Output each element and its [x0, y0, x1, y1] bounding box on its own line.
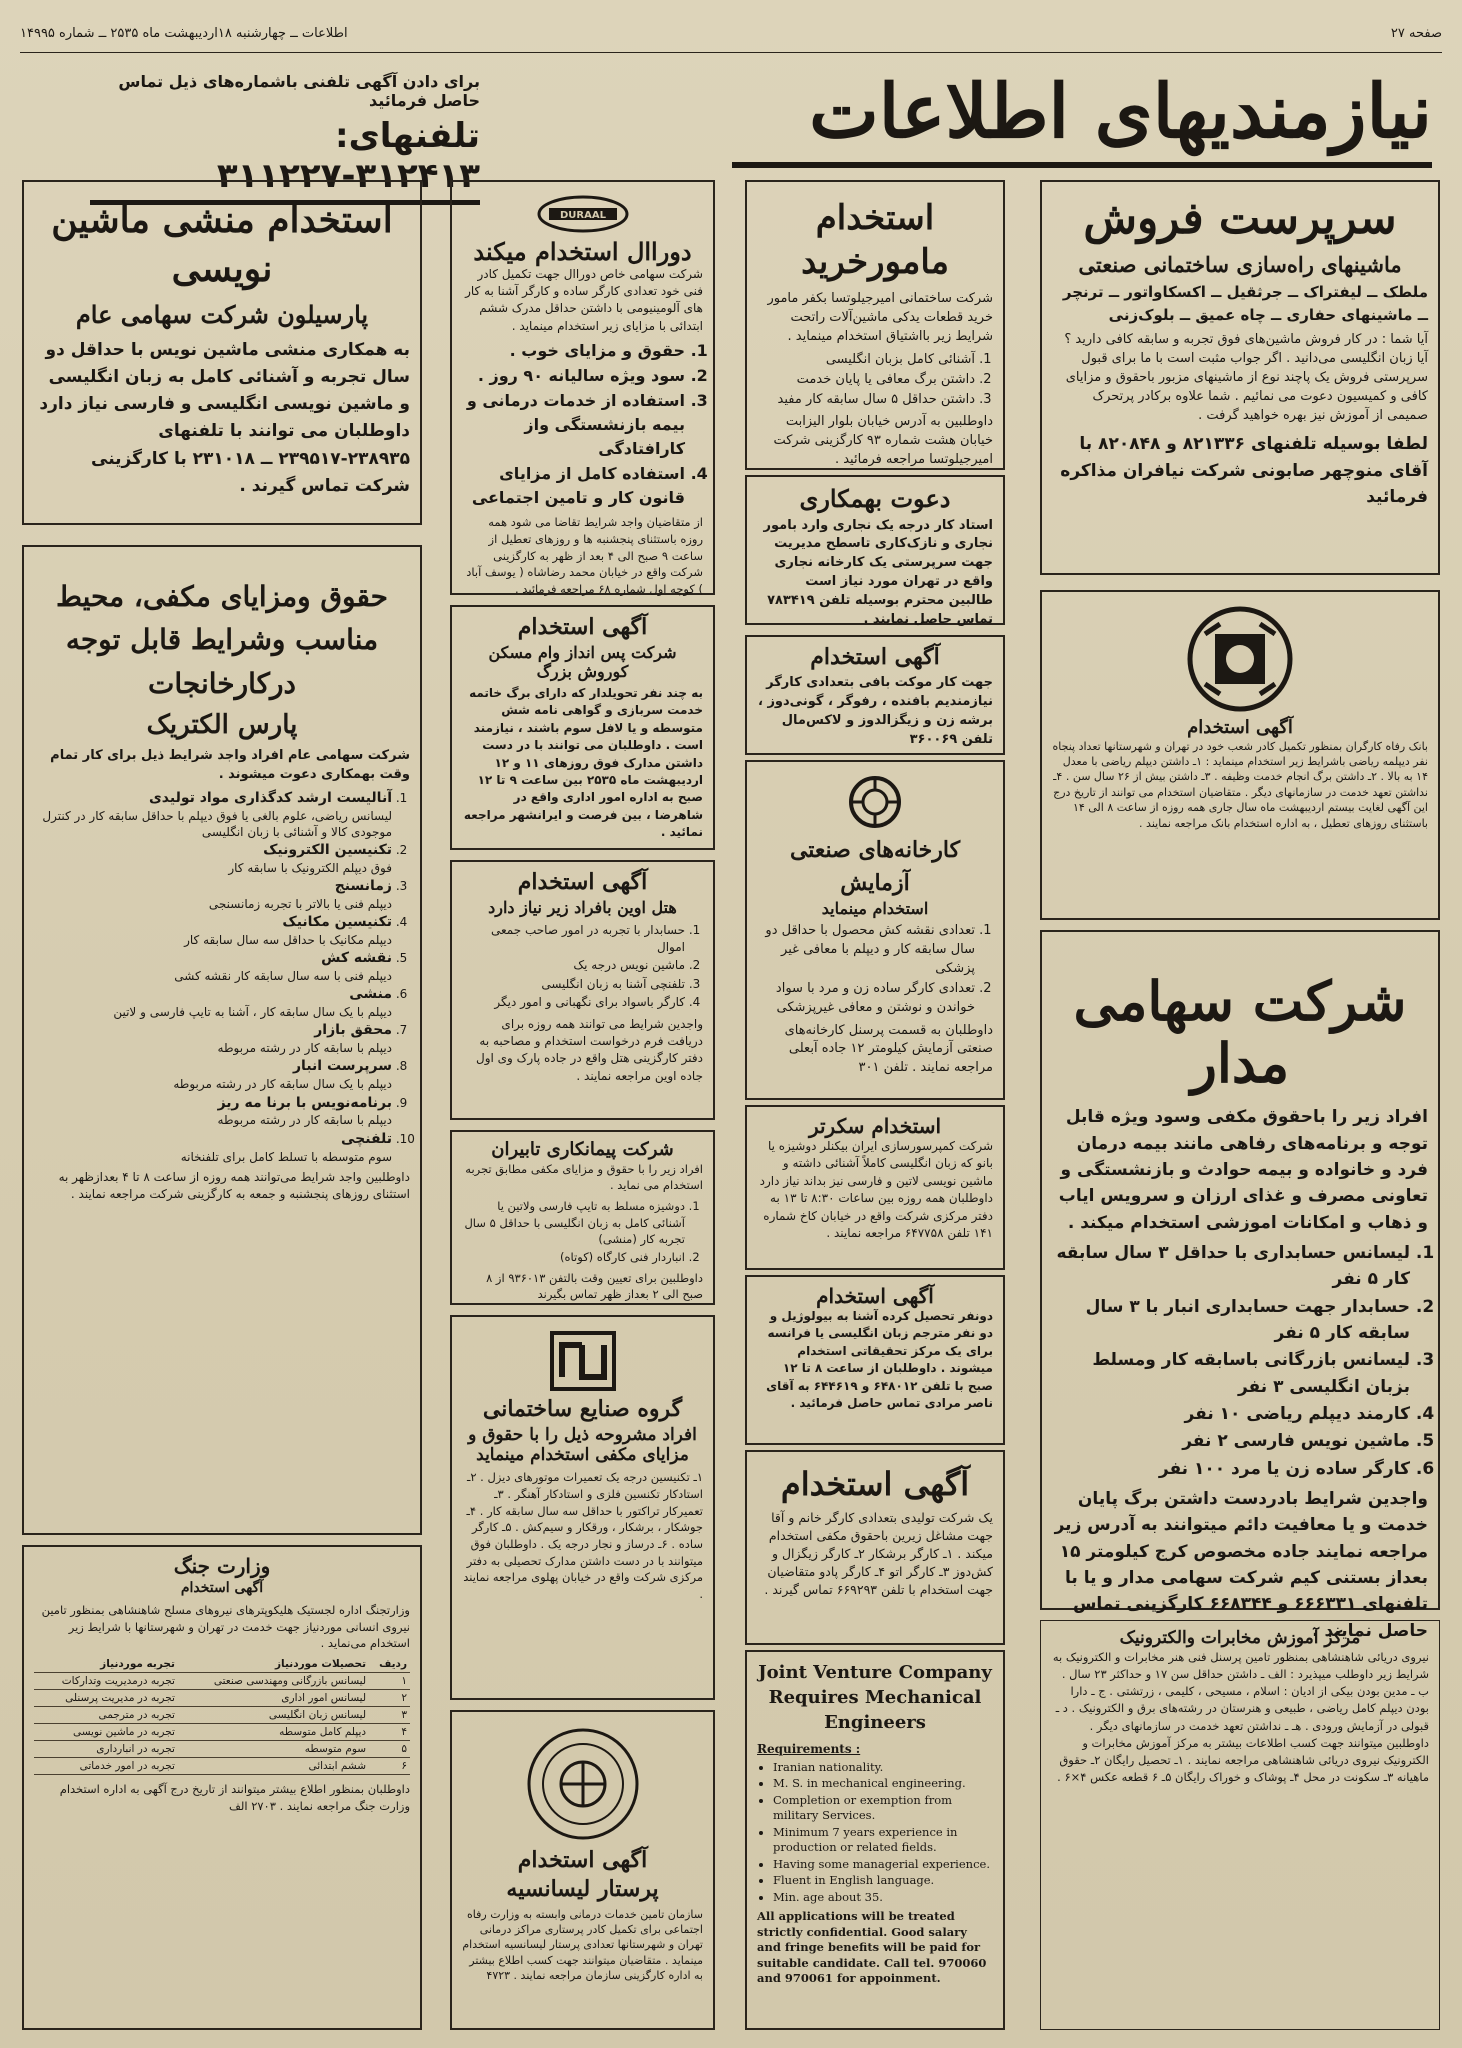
- ad-subtitle: ماشینهای راه‌سازی ساختمانی صنعتی: [1078, 251, 1402, 277]
- ad-duraal: [450, 180, 715, 595]
- ad-company: پارس الکتریک: [146, 710, 298, 741]
- list-item: 3. استفاده از خدمات درمانی و بیمه بازنشستگی واز کارافتادگی: [462, 389, 685, 461]
- ad-subtitle: پرستار لیسانسیه: [506, 1876, 659, 1903]
- list-item: 3. داشتن حداقل ۵ سال سابقه کار مفید: [757, 391, 975, 410]
- ad-contact: داوطلبین واجد شرایط می‌توانند همه روزه از ساعت ۸ تا ۴ بعدازظهر به استثنای روزهای پنجشنبه و جمعه به کارگزینی شرکت مراجعه نمایند .: [58, 1169, 410, 1202]
- list-item: [34, 789, 392, 840]
- ad-subtitle: استخدام مینماید: [821, 899, 929, 918]
- ad-contact: داوطلبان به قسمت پرسنل کارخانه‌های صنعتی آزمایش کیلومتر ۱۲ جاده آبعلی مراجعه نمایند . تلفن ۳۰۱: [784, 1022, 993, 1076]
- ad-list: [757, 922, 975, 1017]
- ad-list: [1052, 1240, 1410, 1482]
- table-row: [34, 1673, 410, 1690]
- ad-footer: All applications will be treated strictly confidential. Good salary and fringe benefits will be paid for suitable candidate. Call tel. 970060 and 970061 for appoinment.: [757, 1909, 987, 1986]
- table-row: [34, 1741, 410, 1758]
- ad-list: [34, 789, 392, 1165]
- requirements-list: [773, 1760, 993, 1906]
- list-item: 5. ماشین نویس فارسی ۲ نفر: [1052, 1428, 1410, 1454]
- ad-mechanical-engineers: [745, 1650, 1005, 2030]
- ad-title: Joint Venture Company Requires Mechanical Engineers: [758, 1662, 992, 1734]
- ad-title: حقوق ومزایای مکفی، محیط مناسب وشرایط قابل توجه درکارخانجات: [56, 580, 388, 700]
- table-cell: تجربه در امور خدماتی: [34, 1758, 178, 1775]
- list-item: [34, 1021, 392, 1056]
- ad-welfare-bank: [1040, 590, 1440, 920]
- item-desc: فوق دیپلم الکترونیک با سابقه کار: [228, 860, 392, 875]
- ad-title: آگهی استخدام: [517, 869, 648, 895]
- ad-war-ministry: [22, 1545, 422, 2030]
- ad-evin-hotel: [450, 860, 715, 1120]
- table-cell: تجربه در مدیریت پرسنلی: [34, 1690, 178, 1707]
- ad-translator: [745, 1275, 1005, 1445]
- ad-title: استخدام مامورخرید: [801, 198, 949, 283]
- ad-title: شرکت سهامی مدار: [1073, 969, 1407, 1096]
- ad-contact: داوطلبان بمنظور اطلاع بیشتر میتوانند از تاریخ درج آگهی به اداره استخدام وزارت جنگ مراجعه نمایند . ۲۷۰۳ الف: [59, 1782, 410, 1813]
- requirements-table: [34, 1656, 410, 1775]
- ad-intro: وزارتجنگ اداره لجستیک هلیکوپترهای نیروهای مسلح شاهنشاهی بمنظور تامین نیروی انسانی موردنیاز جهت خدمت در تهران و شهرستانها با شرایط زیر استخدام می‌نماید .: [41, 1603, 410, 1651]
- item-desc: دیپلم با سابقه کار در رشته مربوطه: [217, 1041, 392, 1056]
- col-header: تجربه موردنیاز: [34, 1656, 178, 1673]
- list-item: [34, 1057, 392, 1092]
- table-row: [34, 1690, 410, 1707]
- ad-title: دعوت بهمکاری: [799, 484, 951, 513]
- gear-logo-icon: [847, 774, 903, 830]
- list-item: 4. کارمند دیپلم ریاضی ۱۰ نفر: [1052, 1401, 1410, 1427]
- ad-sales-supervisor: [1040, 180, 1440, 575]
- list-item: 1. حسابدار با تجربه در امور صاحب جمعی اموال: [462, 922, 685, 957]
- item-desc: دیپلم فنی یا بالاتر با تجربه زمانسنجی: [208, 896, 392, 911]
- ad-garment: [745, 1450, 1005, 1645]
- item-title: برنامه‌نویس با برنا مه ریز: [217, 1094, 392, 1111]
- ad-body: به چند نفر تحویلدار که دارای برگ خاتمه خدمت سربازی و گواهی نامه شش متوسطه و یا لافل سوم باشند ، نیازمند است . داوطلبان می توانند با در دست داشتن مدارک فوق روزهای ۱۱ و ۱۲ اردیبهشت ماه ۲۵۳۵ بین ساعت ۹ تا ۱۲ صبح به اداره امور اداری واقع در شاهرضا ، بین فرصت و ایرانشهر مراجعه نمائید .: [463, 686, 703, 840]
- list-item: 2. ماشین نویس درجه یک: [462, 957, 685, 974]
- ad-subtitle: هتل اوین بافراد زیر نیاز دارد: [488, 898, 677, 918]
- ad-subtitle: افراد مشروحه ذیل را با حقوق و مزایای مکفی استخدام مینماید: [468, 1425, 697, 1465]
- table-cell: ۲: [369, 1690, 410, 1707]
- ad-company: شرکت پس انداز وام مسکن کوروش بزرگ: [488, 643, 677, 681]
- item-title: محقق بازار: [314, 1022, 392, 1039]
- duraal-logo-icon: [535, 194, 631, 234]
- item-title: تلفنچی: [340, 1130, 392, 1147]
- list-item: 4. استفاده کامل از مزایای قانون کار و تامین اجتماعی: [462, 462, 685, 510]
- ad-title: آگهی استخدام: [517, 1847, 648, 1873]
- ad-sewing: [745, 635, 1005, 755]
- ad-title: آگهی استخدام: [517, 614, 648, 640]
- list-item: • Completion or exemption from military Services.: [773, 1793, 993, 1824]
- ad-machines: ملطک ــ لیفتراک ــ جرثقیل ــ اکسکاواتور ــ ترنچر ــ ماشینهای حفاری ــ چاه عمیق ــ بلوک‌زنی: [1062, 282, 1428, 324]
- list-item: 3. لیسانس بازرگانی باسابقه کار ومسلط بزبان انگلیسی ۳ نفر: [1052, 1347, 1410, 1400]
- ad-intro: شرکت سهامی خاص دوراال جهت تکمیل کادر فنی خود تعدادی کارگر ساده و کارگر آشنا به کار های آلومینیومی با داشتن حداقل مدرک ششم ابتدائی با مزایای زیر استخدام مینماید .: [465, 266, 703, 333]
- list-item: [34, 841, 392, 876]
- list-item: 6. کارگر ساده زن یا مرد ۱۰۰ نفر: [1052, 1456, 1410, 1482]
- ad-title: مرکز آموزش مخابرات والکترونیک: [1119, 1628, 1361, 1648]
- ad-body: بانک رفاه کارگران بمنظور تکمیل کادر شعب خود در تهران و شهرستانها تعداد پنجاه نفر دیپلمه ریاضی باشرایط زیر استخدام مینماید : ۱ـ داشتن دیپلم ریاضی با معدل ۱۴ به بالا . ۲ـ داشتن برگ انجام خدمت وظیفه . ۳ـ داشتن بیش از ۲۶ سال سن . ۴ـ نداشتن تعهد خدمت در سازمانهای دیگر . متقاضیان استخدام می توانند از تاریخ درج این آگهی لغایت بیستم اردیبهشت ماه سال جاری همه روزه از ساعت ۸ الی ۱۴ باستثنای روزهای تعطیل ، به اداره استخدام بانک مراجعه نمایند .: [1052, 739, 1428, 830]
- table-row: [34, 1707, 410, 1724]
- table-cell: سوم متوسطه: [178, 1741, 369, 1758]
- ad-contact: واجدین شرایط می توانند همه روزه برای دریافت فرم درخواست استخدام و مصاحبه به دفتر کارگزینی هتل واقع در جاده پارک وی اول جاده اوین مراجعه نمایند .: [476, 1016, 703, 1083]
- ad-title: آگهی استخدام: [810, 644, 940, 670]
- ad-body: سازمان تامین خدمات درمانی وابسته به وزارت رفاه اجتماعی برای تکمیل کادر پرستاری مراکز درمانی تهران و شهرستانها تعدادی پرستار لیسانسیه استخدام مینماید . متقاضیان میتوانند جهت کسب اطلاع بیشتر به اداره کارگزینی سازمان مراجعه نمایند . ۴۷۲۳: [462, 1907, 703, 1983]
- page-number: صفحه ۲۷: [1390, 26, 1442, 41]
- ad-contact: داوطلبین برای تعیین وقت بالتفن ۹۳۶۰۱۳ از ۸ صبح الی ۲ بعداز ظهر تماس بگیرند: [486, 1270, 703, 1302]
- ad-contact: داوطلبین به آدرس خیابان بلوار الیزابت خیابان هشت شماره ۹۳ کارگزینی شرکت امیرجیلوتسا مراجعه فرمائید .: [773, 414, 993, 468]
- item-title: سرپرست انبار: [293, 1058, 392, 1075]
- ad-title: وزارت جنگ: [173, 1554, 271, 1578]
- ad-title: آگهی استخدام: [780, 1465, 970, 1503]
- item-title: تکنیسین مکانیک: [282, 914, 392, 931]
- ad-title: سرپرست فروش: [1083, 193, 1397, 244]
- table-cell: تجربه در مترجمی: [34, 1707, 178, 1724]
- list-item: 4. کارگر باسواد برای نگهبانی و امور دیگر: [462, 994, 685, 1011]
- ad-contact: لطفا بوسیله تلفنهای ۸۲۱۳۳۶ و ۸۲۰۸۴۸ با آقای منوچهر صابونی شرکت نیافران مذاکره فرمائید: [1060, 434, 1428, 508]
- ad-title: دوراال استخدام میکند: [473, 237, 692, 266]
- table-cell: تجربه درمدیریت وتدارکات: [34, 1673, 178, 1690]
- list-item: • Min. age about 35.: [773, 1890, 993, 1906]
- item-title: زمانسنج: [334, 878, 392, 895]
- ad-title: استخدام سکرتر: [808, 1114, 942, 1138]
- list-item: 1. لیسانس حسابداری با حداقل ۳ سال سابقه کار ۵ نفر: [1052, 1240, 1410, 1293]
- list-item: 1. آشنائی کامل بزبان انگلیسی: [757, 351, 975, 370]
- item-title: نقشه کش: [321, 950, 392, 967]
- list-item: [34, 877, 392, 912]
- ad-telecom-center: [1040, 1620, 1440, 2030]
- list-item: 3. تلفنچی آشنا به زبان انگلیسی: [462, 976, 685, 993]
- ad-pars-electric: [22, 545, 422, 1535]
- ad-purchasing: [745, 180, 1005, 470]
- table-cell: ۵: [369, 1741, 410, 1758]
- ad-company: پارسیلون شرکت سهامی عام: [75, 300, 369, 330]
- item-desc: لیسانس ریاضی، علوم بالغی یا فوق دیپلم با حداقل سابقه کار در کنترل موجودی کالا و آشنائی با زبان انگلیسی: [42, 808, 392, 839]
- item-title: تکنیسین الکترونیک: [263, 842, 392, 859]
- ad-body: ۱ـ تکنیسین درجه یک تعمیرات موتورهای دیزل . ۲ـ استادکار تکنسین فلزی و استادکار آهنگر . ۳ـ تعمیرکار تراکتور با حداقل سه سال سابقه کار . ۴ـ جوشکار ، برشکار ، ورقکار و سیم‌کش . ۵ـ کارگر ساده . ۶ـ درساز و نجار درجه یک . داوطلبان فوق میتوانند با در دست داشتن مدارک تحصیلی به دفتر مرکزی شرکت واقع در خیابان پهلوی مراجعه نمایند .: [463, 1470, 703, 1602]
- phone-numbers: تلفنهای: ۳۱۲۴۱۳-۳۱۱۲۲۷: [90, 116, 480, 205]
- table-cell: دیپلم کامل متوسطه: [178, 1724, 369, 1741]
- item-desc: سوم متوسطه با تسلط کامل برای تلفنخانه: [180, 1149, 392, 1164]
- ad-title: آگهی استخدام: [816, 1284, 934, 1308]
- list-item: [34, 985, 392, 1020]
- ad-body: یک شرکت تولیدی بتعدادی کارگر خانم و آقا جهت مشاغل زیرین باحقوق مکفی استخدام میکند . ۱ـ کارگر برشکار ۲ـ کارگر زیگزال و کش‌دوز ۳ـ کارگر اتو ۴ـ کارگر پادو متقاضیان جهت استخدام با تلفن ۶۶۹۲۹۳ تماس گیرند .: [764, 1509, 993, 1598]
- ad-secretary-cemco: [745, 1105, 1005, 1270]
- table-header-row: [34, 1656, 410, 1673]
- phone-intro: برای دادن آگهی تلفنی باشماره‌های ذیل تماس حاصل فرمائید: [118, 72, 480, 110]
- item-desc: دیپلم فنی با سه سال سابقه کار نقشه کشی: [174, 969, 392, 984]
- ad-title: آگهی استخدام: [1187, 717, 1293, 738]
- list-item: [34, 1130, 392, 1165]
- ad-industrial-azmayesh: [745, 760, 1005, 1100]
- ad-list: [462, 922, 685, 1012]
- ad-body: شرکت کمپرسورسازی ایران بیکنلر دوشیزه یا بانو که زبان انگلیسی کاملاً آشنائی داشته و ماشین نویسی لاتین و فارسی نیز بداند نیاز دارد داوطلبان همه روزه بین ساعات ۸:۳۰ تا ۱۳ به دفتر مرکزی شرکت واقع در خیابان کاخ شماره ۱۴۱ تلفن ۶۴۷۷۵۸ مراجعه نمایند .: [759, 1139, 993, 1240]
- list-item: 1. حقوق و مزایای خوب .: [462, 339, 685, 363]
- list-item: • Iranian nationality.: [773, 1760, 993, 1776]
- ad-body: استاد کار درجه یک نجاری وارد بامور نجاری و نازک‌کاری تاسطح مدیریت جهت سرپرستی یک کارخانه نجاری واقع در تهران مورد نیاز است طالبین محترم بوسیله تلفن ۷۸۳۴۱۹ تماس حاصل نمایند .: [763, 517, 993, 627]
- table-row: [34, 1758, 410, 1775]
- table-cell: تجربه در انبارداری: [34, 1741, 178, 1758]
- item-desc: دیپلم با سابقه کار در رشته مربوطه: [217, 1113, 392, 1128]
- issue-line: اطلاعات ــ چهارشنبه ۱۸اردیبهشت ماه ۲۵۳۵ ــ شماره ۱۴۹۹۵: [20, 26, 348, 41]
- item-desc: دیپلم با یک سال سابقه کار در رشته مربوطه: [173, 1077, 392, 1092]
- duraal-logo-text: DURAAL: [559, 210, 606, 221]
- list-item: • Minimum 7 years experience in production or related fields.: [773, 1825, 993, 1856]
- table-row: [34, 1724, 410, 1741]
- item-desc: دیپلم مکانیک با حداقل سه سال سابقه کار: [184, 933, 392, 948]
- health-org-logo-icon: [523, 1724, 643, 1844]
- ad-contact: واجدین شرایط بادردست داشتن برگ پایان خدمت و یا معافیت دائم میتوانند به آدرس زیر مراجعه نمایند جاده مخصوص کرج کیلومتر ۱۵ بعداز بستنی کیم شرکت سهامی مدار و یا با تلفنهای ۶۶۶۳۳۱ و ۶۶۸۳۴۴ کارگزینی تماس حاصل نمایند .: [1054, 1489, 1428, 1641]
- list-item: [34, 949, 392, 984]
- ad-title: شرکت پیمانکاری تابیران: [491, 1139, 674, 1160]
- ad-title: گروه صنایع ساختمانی: [482, 1396, 683, 1422]
- page-title: نیازمندیهای اطلاعات: [732, 62, 1432, 168]
- ad-kourosh-loan: [450, 605, 715, 850]
- table-cell: ۴: [369, 1724, 410, 1741]
- list-item: 2. انباردار فنی کارگاه (کوتاه): [462, 1249, 685, 1266]
- ad-body: دونفر تحصیل کرده آشنا به بیولوژیل و دو نفر مترجم زبان انگلیسی یا فرانسه برای یک مرکز تحقیقاتی استخدام میشوند . داوطلبان از ساعت ۸ تا ۱۲ صبح با تلفن ۶۴۸۰۱۲ و ۶۴۴۶۱۹ به آقای ناصر مرادی تماس حاصل فرمائید .: [766, 1309, 993, 1410]
- ad-body: نیروی دریائی شاهنشاهی بمنظور تامین پرسنل فنی هنر مخابرات و الکترونیک به شرایط زیر داوطلب میپذیرد : الف ـ داشتن حداقل سن ۱۷ و حداکثر ۲۳ سال . ب ـ مدین بودن بیکی از ادیان : اسلام ، مسیحی ، کلیمی ، زرتشتی . ج ـ دارا بودن دیپلم کامل ریاضی ، طبیعی و هنرستان در رشته‌های برق و الکترونیک . د ـ قبولی در آزمایش ورودی . هـ ـ نداشتن تعهد خدمت در سازمانهای دیگر . داوطلبین میتوانند جهت کسب اطلاعات بیشتر به مرکز آموزش مخابرات و الکترونیک نیروی دریائی شاهنشاهی مراجعه نمایند . ۱ـ تحصیل رایگان ۲ـ حقوق ماهیانه ۳ـ سکونت در محل ۴ـ پوشاک و خوراک رایگان ۵ـ ۶ قطعه عکس ۴×۶ .: [1052, 1649, 1429, 1785]
- list-item: • M. S. in mechanical engineering.: [773, 1776, 993, 1792]
- list-item: 2. سود ویژه سالیانه ۹۰ روز .: [462, 364, 685, 388]
- list-item: 2. حسابدار جهت حسابداری انبار با ۳ سال سابقه کار ۵ نفر: [1052, 1294, 1410, 1347]
- table-cell: ۶: [369, 1758, 410, 1775]
- ad-body: شرکت ساختمانی امیرجیلوتسا بکفر مامور خرید قطعات یدکی ماشین‌آلات راتحت شرایط زیر بااشتیاق استخدام مینماید .: [767, 291, 993, 345]
- ad-title: استخدام منشی ماشین نویسی: [51, 199, 393, 290]
- ad-subtitle: آگهی استخدام: [180, 1580, 264, 1596]
- ad-secretary-parsilon: [22, 180, 422, 525]
- table-cell: ۱: [369, 1673, 410, 1690]
- list-item: • Fluent in English language.: [773, 1873, 993, 1889]
- masthead: [732, 62, 1432, 172]
- table-cell: لیسانس زبان انگلیسی: [178, 1707, 369, 1724]
- list-item: 1. دوشیزه مسلط به تایپ فارسی ولاتین یا آشنائی کامل به زبان انگلیسی با حداقل ۵ سال تجربه کار (منشی): [462, 1198, 685, 1248]
- ad-body: آیا شما : در کار فروش ماشین‌های فوق تجربه و سابقه کافی دارید ؟ آیا زبان انگلیسی می‌دانید . اگر جواب مثبت است با ما برای قبول سرپرستی فروش یک پاچند نوع از ماشینهای مزبور باحقوق و مزایای کافی و کمیسیون دعوت می نمائیم . شما علاوه برکادر پرتحرک صمیمی از آموزش نیز بهره خواهید گرفت .: [1064, 332, 1428, 423]
- ad-title: کارخانه‌های صنعتی آزمایش: [789, 837, 961, 896]
- list-item: [34, 1094, 392, 1129]
- ad-body: به همکاری منشی ماشین نویس با حداقل دو سال تجربه و آشنائی کامل به زبان انگلیسی و ماشین نویسی انگلیسی و فارسی نیاز دارد داوطلبان می توانند با تلفنهای ۲۳۸۹۳۵-۲۳۹۵۱۷ ــ ۲۳۱۰۱۸ با کارگزینی شرکت تماس گیرند .: [39, 339, 410, 496]
- page-header-line: [20, 26, 1442, 53]
- ad-contact: از متقاضیان واجد شرایط تقاضا می شود همه روزه باستثنای پنجشنبه ها و روزهای تعطیل از ساعت ۹ صبح الی ۴ بعد از ظهر به کارگزینی شرکت واقع در خیابان محمد رضاشاه ( یوسف آباد ) کوچه اول شماره ۶۸ مراجعه فرمائید .: [466, 515, 703, 596]
- ad-nurse: [450, 1710, 715, 2030]
- table-cell: لیسانس امور اداری: [178, 1690, 369, 1707]
- list-item: 2. تعدادی کارگر ساده زن و مرد با سواد خواندن و نوشتن و معافی غیرپزشکی: [757, 980, 975, 1018]
- ad-construction-group: [450, 1315, 715, 1700]
- table-cell: ۳: [369, 1707, 410, 1724]
- ad-intro: شرکت سهامی عام افراد واجد شرایط ذیل برای کار تمام وقت بهمکاری دعوت میشوند .: [50, 748, 410, 782]
- item-title: آنالیست ارشد کدگذاری مواد تولیدی: [148, 789, 392, 806]
- requirements-label: Requirements :: [757, 1741, 861, 1756]
- list-item: 2. داشتن برگ معافی یا پایان خدمت: [757, 371, 975, 390]
- table-cell: ششم ابتدائی: [178, 1758, 369, 1775]
- table-cell: لیسانس بازرگانی ومهندسی صنعتی: [178, 1673, 369, 1690]
- ad-tabiran: [450, 1130, 715, 1305]
- list-item: • Having some managerial experience.: [773, 1857, 993, 1873]
- bank-logo-icon: [1185, 604, 1295, 714]
- ad-intro: افراد زیر را باحقوق مکفی وسود ویژه قابل توجه و برنامه‌های رفاهی مانند بیمه درمان فرد و خانواده و بیمه حوادث و بازنشستگی و تعاونی مصرف و غذای ارزان و سرویس ایاب و ذهاب و امکانات اموزشی استخدام میکند .: [1058, 1107, 1428, 1233]
- table-cell: تجربه در ماشین نویسی: [34, 1724, 178, 1741]
- item-desc: دیپلم با یک سال سابقه کار ، آشنا به تایپ فارسی و لاتین: [113, 1005, 392, 1020]
- ad-list: [462, 339, 685, 510]
- col-header: تحصیلات موردنیاز: [178, 1656, 369, 1673]
- construction-logo-icon: [548, 1329, 618, 1393]
- ad-intro: افراد زیر را با حقوق و مزایای مکفی مطابق تجربه استخدام می نماید .: [465, 1161, 703, 1193]
- ad-list: [462, 1198, 685, 1266]
- list-item: [34, 913, 392, 948]
- item-title: منشی: [349, 986, 392, 1003]
- list-item: 1. تعدادی نقشه کش محصول با حداقل دو سال سابقه کار و دیپلم با معافی غیر پزشکی: [757, 922, 975, 979]
- ad-carpentry: [745, 475, 1005, 625]
- col-header: ردیف: [369, 1656, 410, 1673]
- ad-list: [757, 351, 975, 410]
- ad-body: جهت کار موکت بافی بتعدادی کارگر نیازمندیم بافنده ، رفوگر ، گونی‌دوز ، برشه زن و زیگزالدوز و لاکس‌مال تلفن ۳۶۰۰۶۹: [757, 675, 993, 747]
